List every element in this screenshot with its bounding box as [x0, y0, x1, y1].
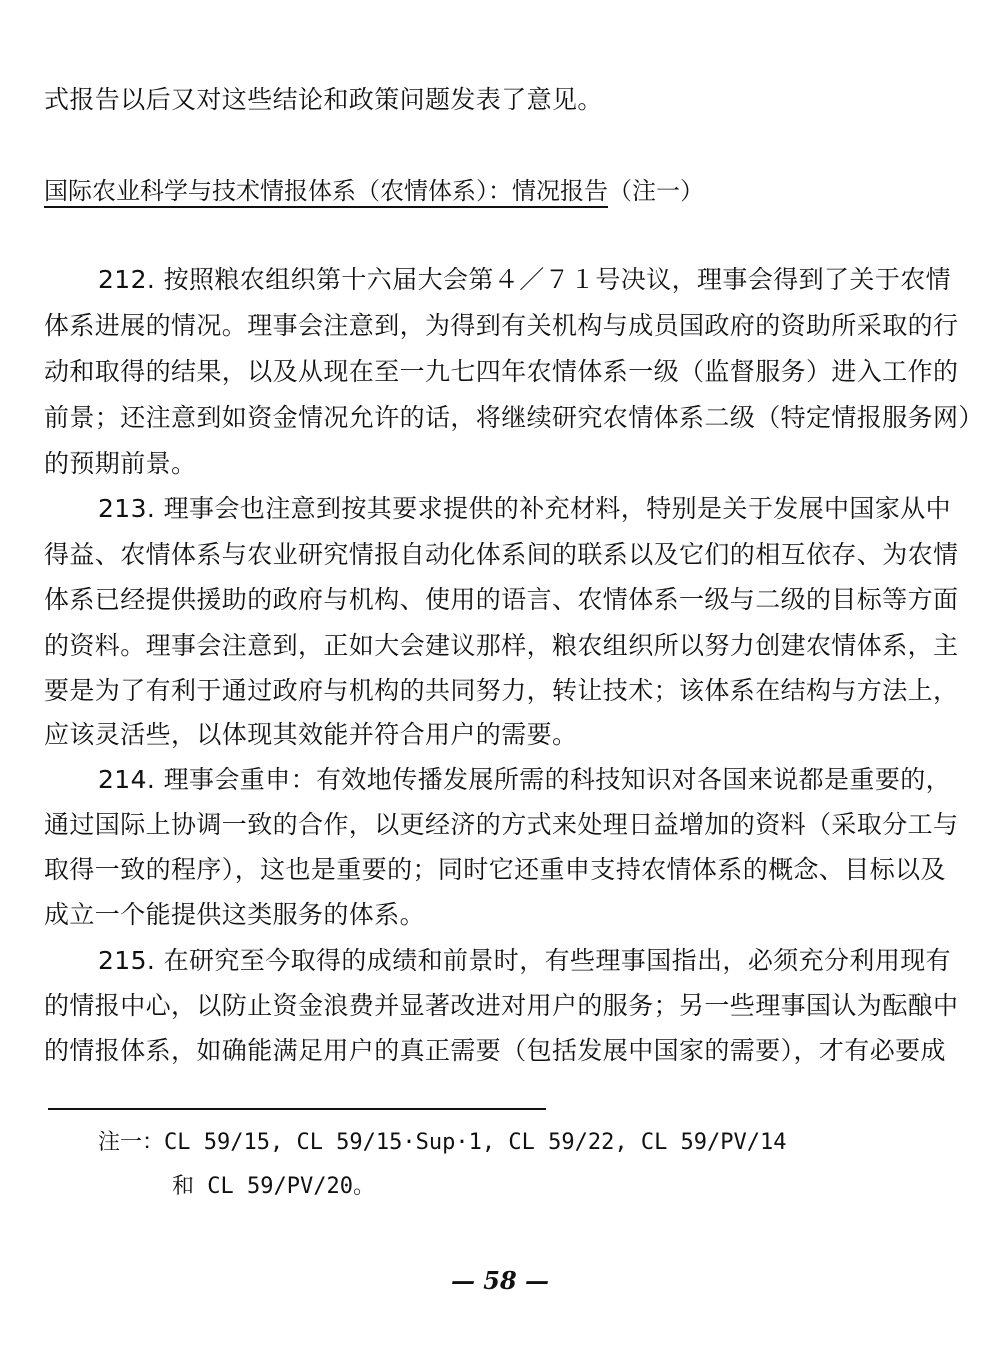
paragraph-line: 得益、农情体系与农业研究情报自动化体系间的联系以及它们的相互依存、为农情 — [44, 540, 959, 569]
paragraph-line: 前景；还注意到如资金情况允许的话，将继续研究农情体系二级（特定情报服务网） — [44, 403, 984, 432]
section-heading-title: 国际农业科学与技术情报体系（农情体系）：情况报告 — [44, 177, 608, 208]
paragraph-line: 213. 理事会也注意到按其要求提供的补充材料，特别是关于发展中国家从中 — [98, 494, 952, 523]
paragraph-line: 应该灵活些，以体现其效能并符合用户的需要。 — [44, 720, 578, 749]
paragraph-line: 212. 按照粮农组织第十六届大会第４／７１号决议，理事会得到了关于农情 — [98, 265, 952, 294]
paragraph-line: 要是为了有利于通过政府与机构的共同努力，转让技术；该体系在结构与方法上， — [44, 676, 959, 705]
paragraph-line: 的预期前景。 — [44, 449, 197, 478]
continuation-text: 式报告以后又对这些结论和政策问题发表了意见。 — [44, 85, 603, 114]
paragraph-line: 动和取得的结果，以及从现在至一九七四年农情体系一级（监督服务）进入工作的 — [44, 357, 959, 386]
paragraph-line: 体系进展的情况。理事会注意到，为得到有关机构与成员国政府的资助所采取的行 — [44, 311, 959, 340]
paragraph-line: 取得一致的程序），这也是重要的；同时它还重申支持农情体系的概念、目标以及 — [44, 855, 946, 884]
footnote-rule — [48, 1108, 546, 1110]
paragraph-line: 的情报体系，如确能满足用户的真正需要（包括发展中国家的需要），才有必要成 — [44, 1036, 946, 1065]
section-heading — [44, 174, 704, 208]
footnote-line-2: 和 CL 59/PV/20。 — [172, 1174, 375, 1199]
paragraph-line: 的资料。理事会注意到，正如大会建议那样，粮农组织所以努力创建农情体系，主 — [44, 631, 959, 660]
page-number: — 58 — — [450, 1266, 550, 1295]
paragraph-line: 体系已经提供援助的政府与机构、使用的语言、农情体系一级与二级的目标等方面 — [44, 585, 959, 614]
paragraph-line: 215. 在研究至今取得的成绩和前景时，有些理事国指出，必须充分利用现有 — [98, 946, 952, 975]
paragraph-line: 214. 理事会重申：有效地传播发展所需的科技知识对各国来说都是重要的， — [98, 765, 952, 794]
paragraph-line: 的情报中心，以防止资金浪费并显著改进对用户的服务；另一些理事国认为酝酿中 — [44, 991, 959, 1020]
footnote-line-1: 注一：CL 59/15, CL 59/15·Sup·1, CL 59/22, CL 59/PV/14 — [98, 1130, 787, 1155]
paragraph-line: 通过国际上协调一致的合作，以更经济的方式来处理日益增加的资料（采取分工与 — [44, 810, 959, 839]
section-heading-note-ref: （注一） — [608, 177, 704, 205]
paragraph-line: 成立一个能提供这类服务的体系。 — [44, 900, 426, 929]
